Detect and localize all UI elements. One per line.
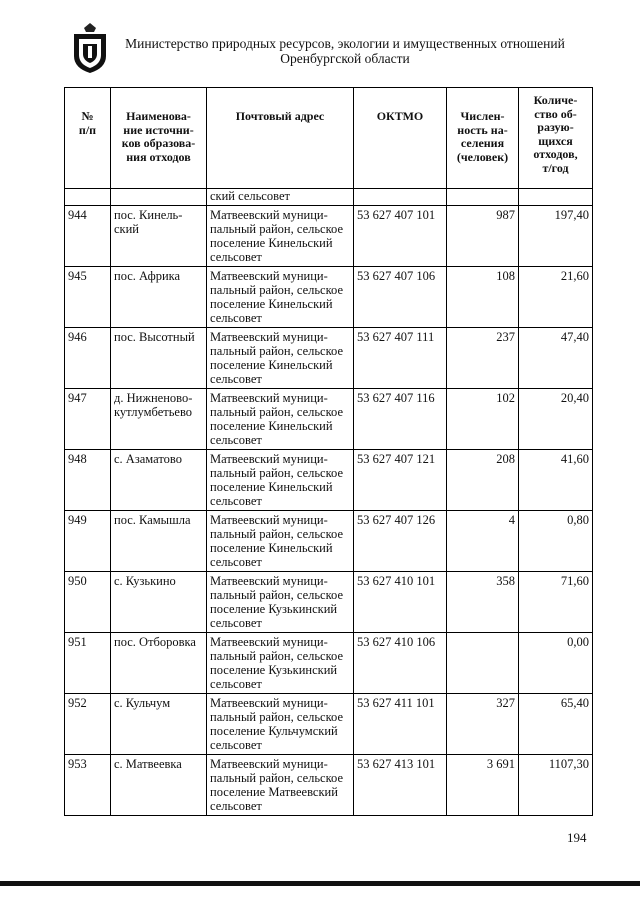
postal-address: Матвеевский муници-пальный район, сельское поселение Кинельский сельсовет: [207, 511, 354, 572]
row-number: 951: [65, 633, 111, 694]
oktmo-code: 53 627 413 101: [354, 755, 447, 816]
table-row: [65, 694, 593, 755]
source-name: пос. Кинель-ский: [111, 206, 207, 267]
oktmo-code: 53 627 410 101: [354, 572, 447, 633]
table-row: [65, 267, 593, 328]
waste-amount: 1107,30: [519, 755, 593, 816]
col-header-population: Числен- ность на- селения (человек): [447, 88, 519, 189]
table-row: [65, 450, 593, 511]
population: 987: [447, 206, 519, 267]
postal-address: Матвеевский муници-пальный район, сельское поселение Кинельский сельсовет: [207, 206, 354, 267]
source-name: пос. Высотный: [111, 328, 207, 389]
source-name: с. Кузькино: [111, 572, 207, 633]
table-row: [65, 206, 593, 267]
ministry-name-line2: Оренбургской области: [280, 51, 410, 66]
row-number: 950: [65, 572, 111, 633]
waste-amount: 41,60: [519, 450, 593, 511]
oktmo-code: 53 627 407 111: [354, 328, 447, 389]
population: 358: [447, 572, 519, 633]
postal-address: Матвеевский муници-пальный район, сельское поселение Кинельский сельсовет: [207, 389, 354, 450]
postal-address: Матвеевский муници-пальный район, сельское поселение Кузькинский сельсовет: [207, 633, 354, 694]
row-number: 947: [65, 389, 111, 450]
table-row: [65, 328, 593, 389]
row-number: 946: [65, 328, 111, 389]
population: 102: [447, 389, 519, 450]
population: [447, 633, 519, 694]
waste-amount: 71,60: [519, 572, 593, 633]
page-number: 194: [567, 830, 587, 845]
row-number: 953: [65, 755, 111, 816]
table-row: [65, 755, 593, 816]
waste-amount: 0,80: [519, 511, 593, 572]
source-name: пос. Африка: [111, 267, 207, 328]
population: 3 691: [447, 755, 519, 816]
waste-amount: 197,40: [519, 206, 593, 267]
source-name: пос. Камышла: [111, 511, 207, 572]
oktmo-code: 53 627 407 116: [354, 389, 447, 450]
postal-address: Матвеевский муници-пальный район, сельское поселение Кульчумский сельсовет: [207, 694, 354, 755]
table-row: [65, 572, 593, 633]
postal-address: Матвеевский муници-пальный район, сельское поселение Кинельский сельсовет: [207, 450, 354, 511]
address-continuation: ский сельсовет: [207, 189, 354, 206]
source-name: с. Матвеевка: [111, 755, 207, 816]
waste-amount: 21,60: [519, 267, 593, 328]
coat-of-arms-icon: [70, 22, 110, 74]
col-header-number: № п/п: [65, 88, 111, 189]
oktmo-code: 53 627 407 101: [354, 206, 447, 267]
waste-amount: 0,00: [519, 633, 593, 694]
postal-address: Матвеевский муници-пальный район, сельское поселение Кинельский сельсовет: [207, 267, 354, 328]
ministry-name-line1: Министерство природных ресурсов, экологии и имущественных отношений: [125, 36, 565, 51]
population: 237: [447, 328, 519, 389]
row-number: 952: [65, 694, 111, 755]
population: 4: [447, 511, 519, 572]
oktmo-code: 53 627 411 101: [354, 694, 447, 755]
row-number: 949: [65, 511, 111, 572]
row-number: 945: [65, 267, 111, 328]
source-name: д. Нижненово-кутлумбетьево: [111, 389, 207, 450]
source-name: пос. Отборовка: [111, 633, 207, 694]
row-number: 948: [65, 450, 111, 511]
table-row: [65, 511, 593, 572]
waste-sources-table: [64, 87, 593, 816]
col-header-oktmo: ОКТМО: [354, 88, 447, 189]
population: 208: [447, 450, 519, 511]
oktmo-code: 53 627 407 106: [354, 267, 447, 328]
postal-address: Матвеевский муници-пальный район, сельское поселение Кузькинский сельсовет: [207, 572, 354, 633]
col-header-source-name: Наименова- ние источни- ков образова- ния отходов: [111, 88, 207, 189]
col-header-address: Почтовый адрес: [207, 88, 354, 189]
bottom-rule: [0, 881, 640, 886]
waste-amount: 65,40: [519, 694, 593, 755]
document-header: [110, 36, 580, 66]
table-row-continuation: [65, 189, 593, 206]
population: 108: [447, 267, 519, 328]
oktmo-code: 53 627 410 106: [354, 633, 447, 694]
waste-amount: 47,40: [519, 328, 593, 389]
waste-amount: 20,40: [519, 389, 593, 450]
source-name: с. Кульчум: [111, 694, 207, 755]
source-name: с. Азаматово: [111, 450, 207, 511]
postal-address: Матвеевский муници-пальный район, сельское поселение Матвеевский сельсовет: [207, 755, 354, 816]
col-header-waste-amount: Количе- ство об- разую- щихся отходов, т/год: [519, 88, 593, 189]
row-number: 944: [65, 206, 111, 267]
table-header-row: [65, 88, 593, 189]
oktmo-code: 53 627 407 121: [354, 450, 447, 511]
oktmo-code: 53 627 407 126: [354, 511, 447, 572]
table-row: [65, 389, 593, 450]
population: 327: [447, 694, 519, 755]
table-row: [65, 633, 593, 694]
postal-address: Матвеевский муници-пальный район, сельское поселение Кинельский сельсовет: [207, 328, 354, 389]
